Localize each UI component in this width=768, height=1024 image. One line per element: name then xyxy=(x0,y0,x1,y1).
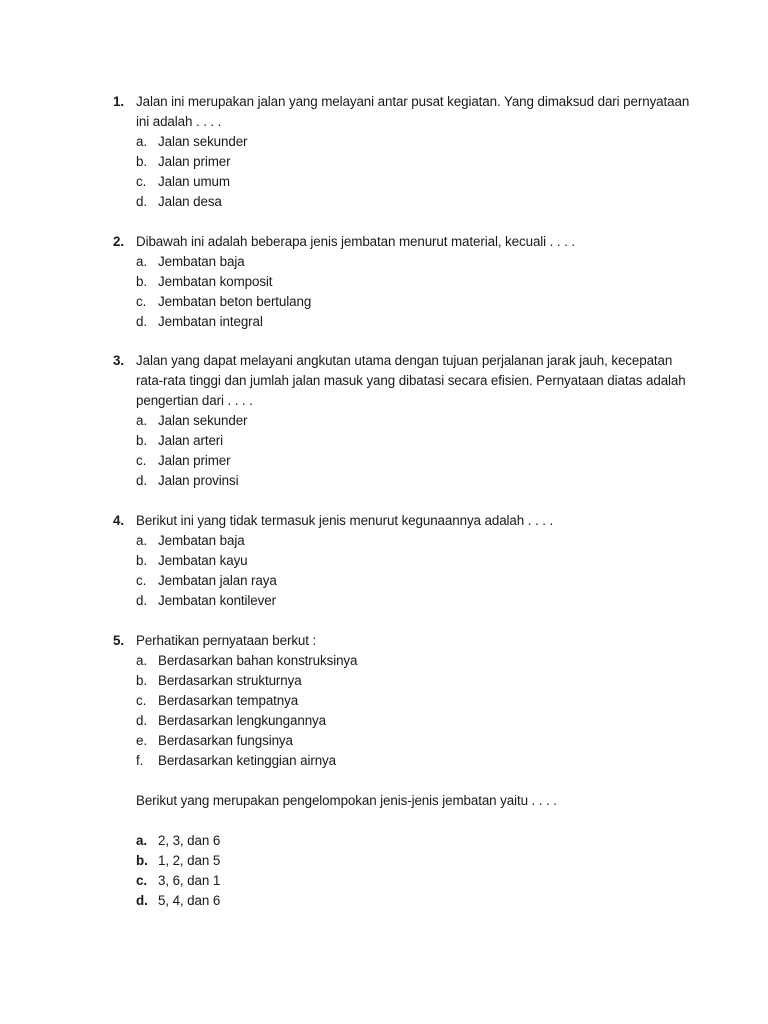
statement-letter: b. xyxy=(136,673,147,688)
question-text-line: Berikut ini yang tidak termasuk jenis menurut kegunaannya adalah . . . . xyxy=(136,513,554,528)
statement-text: Berdasarkan fungsinya xyxy=(158,733,293,748)
option-text: Jalan provinsi xyxy=(158,473,239,488)
question-text-line: Dibawah ini adalah beberapa jenis jembatan menurut material, kecuali . . . . xyxy=(136,234,576,249)
option-letter: c. xyxy=(136,573,147,588)
question-2 xyxy=(113,232,673,332)
option-b xyxy=(113,152,673,172)
statement-text: Berdasarkan tempatnya xyxy=(158,693,299,708)
option-letter: d. xyxy=(136,593,147,608)
option-text: 3, 6, dan 1 xyxy=(158,873,221,888)
option-d xyxy=(113,891,673,911)
option-text: Jembatan baja xyxy=(158,254,245,269)
question-3 xyxy=(113,351,686,491)
statement-letter: d. xyxy=(136,713,147,728)
question-number: 1. xyxy=(113,94,124,109)
question-number: 5. xyxy=(113,633,124,648)
statement-a xyxy=(113,651,673,671)
question-number: 2. xyxy=(113,234,124,249)
option-text: Jalan sekunder xyxy=(158,413,248,428)
option-text: Jembatan baja xyxy=(158,533,245,548)
option-d xyxy=(113,591,673,611)
option-letter: b. xyxy=(136,154,147,169)
option-text: Jembatan beton bertulang xyxy=(158,294,312,309)
statement-text: Berdasarkan ketinggian airnya xyxy=(158,753,336,768)
option-a xyxy=(113,252,673,272)
option-text: Jalan desa xyxy=(158,194,222,209)
option-text: Jalan arteri xyxy=(158,433,224,448)
option-text: Jalan sekunder xyxy=(158,134,248,149)
statement-text: Berdasarkan bahan konstruksinya xyxy=(158,653,358,668)
option-c xyxy=(113,571,673,591)
option-c xyxy=(113,172,673,192)
option-letter: c. xyxy=(136,873,147,888)
option-b xyxy=(113,851,673,871)
question-text-line: Jalan ini merupakan jalan yang melayani antar pusat kegiatan. Yang dimaksud dari pernyataan xyxy=(136,94,690,109)
question-text-line: pengertian dari . . . . xyxy=(136,393,253,408)
option-text: Jalan umum xyxy=(158,174,230,189)
option-text: 2, 3, dan 6 xyxy=(158,833,221,848)
option-letter: a. xyxy=(136,134,147,149)
option-letter: d. xyxy=(136,473,147,488)
option-text: Jalan primer xyxy=(158,453,231,468)
option-text: Jembatan integral xyxy=(158,314,263,329)
statement-text: Berdasarkan strukturnya xyxy=(158,673,302,688)
statement-e xyxy=(113,731,673,751)
question-text-line: Perhatikan pernyataan berkut : xyxy=(136,633,317,648)
option-text: Jembatan jalan raya xyxy=(158,573,277,588)
option-a xyxy=(113,132,673,152)
statement-d xyxy=(113,711,673,731)
option-b xyxy=(113,431,673,451)
statement-letter: e. xyxy=(136,733,147,748)
question-text-line: ini adalah . . . . xyxy=(136,114,222,129)
option-letter: b. xyxy=(136,433,147,448)
question-number: 4. xyxy=(113,513,124,528)
option-b xyxy=(113,551,673,571)
question-5 xyxy=(113,631,673,911)
option-letter: a. xyxy=(136,254,147,269)
option-c xyxy=(113,451,673,471)
option-d xyxy=(113,312,673,332)
option-c xyxy=(113,292,673,312)
option-letter: c. xyxy=(136,174,147,189)
option-a xyxy=(113,531,673,551)
statement-letter: f. xyxy=(136,753,144,768)
statement-b xyxy=(113,671,673,691)
option-c xyxy=(113,871,673,891)
question-4 xyxy=(113,511,673,611)
option-d xyxy=(113,471,673,491)
question-1 xyxy=(113,92,690,212)
option-letter: d. xyxy=(136,893,148,908)
question-number: 3. xyxy=(113,353,124,368)
question-prompt: Berikut yang merupakan pengelompokan jenis-jenis jembatan yaitu . . . . xyxy=(136,793,557,808)
statement-f xyxy=(113,751,673,771)
option-letter: a. xyxy=(136,533,147,548)
option-d xyxy=(113,192,673,212)
option-letter: c. xyxy=(136,294,147,309)
option-text: Jembatan komposit xyxy=(158,274,273,289)
question-text-line: Jalan yang dapat melayani angkutan utama dengan tujuan perjalanan jarak jauh, kecepatan xyxy=(136,353,673,368)
option-b xyxy=(113,272,673,292)
option-a xyxy=(113,831,673,851)
option-text: Jalan primer xyxy=(158,154,231,169)
option-text: Jembatan kayu xyxy=(158,553,248,568)
option-letter: a. xyxy=(136,413,147,428)
question-text-line: rata-rata tinggi dan jumlah jalan masuk yang dibatasi secara efisien. Pernyataan diatas adalah xyxy=(136,373,686,388)
option-letter: c. xyxy=(136,453,147,468)
statement-text: Berdasarkan lengkungannya xyxy=(158,713,326,728)
option-letter: d. xyxy=(136,194,147,209)
statement-letter: c. xyxy=(136,693,147,708)
statement-letter: a. xyxy=(136,653,147,668)
option-a xyxy=(113,411,673,431)
option-text: 1, 2, dan 5 xyxy=(158,853,221,868)
option-letter: a. xyxy=(136,833,147,848)
option-text: Jembatan kontilever xyxy=(158,593,276,608)
option-letter: b. xyxy=(136,274,147,289)
option-letter: b. xyxy=(136,553,147,568)
option-text: 5, 4, dan 6 xyxy=(158,893,221,908)
option-letter: b. xyxy=(136,853,148,868)
statement-c xyxy=(113,691,673,711)
option-letter: d. xyxy=(136,314,147,329)
